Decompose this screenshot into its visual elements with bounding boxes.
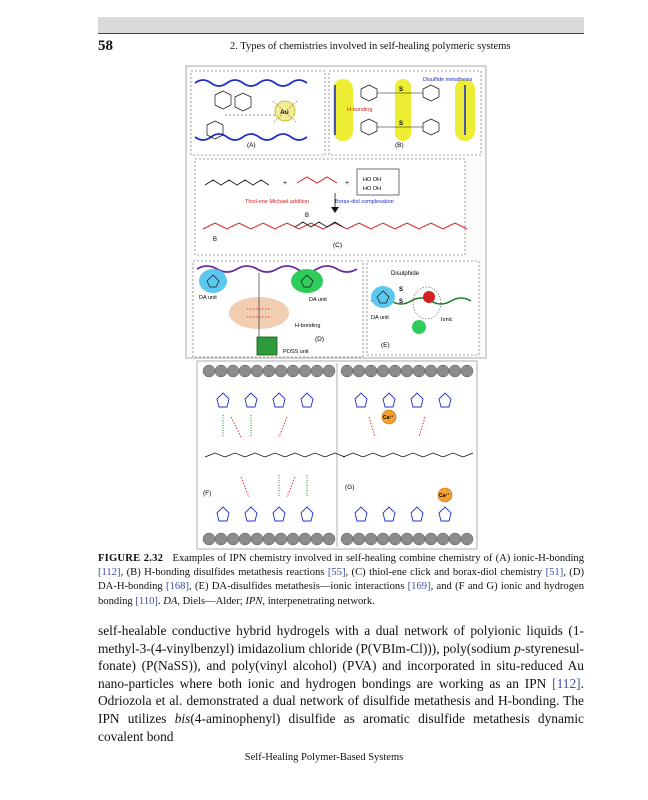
caption-text: , Diels—Alder; xyxy=(177,595,246,607)
svg-text:B: B xyxy=(305,213,310,219)
caption-abbr-da: DA xyxy=(163,595,178,607)
body-paragraph xyxy=(98,622,584,745)
panel-c-borax-label: Borax-diol complexation xyxy=(335,199,394,205)
caption-text: , (C) thiol-ene click and borax-diol chemistry xyxy=(345,567,546,579)
panel-e-da-label: DA unit xyxy=(371,315,389,321)
caption-text: , (D) DA-H-bonding xyxy=(98,567,584,593)
panel-b-hbond-label: H-bonding xyxy=(347,107,373,113)
header-rule xyxy=(98,33,584,34)
svg-text:+: + xyxy=(345,180,350,187)
svg-text:S: S xyxy=(399,121,404,127)
body-italic-p: p xyxy=(514,640,521,656)
panel-d-label: (D) xyxy=(315,336,325,343)
panel-g-ion-top: Ca²⁺ xyxy=(383,415,394,421)
body-text: . Odriozola et al. demonstrated a dual network of disulfide metathesis and H-bonding. The IPN utilizes xyxy=(98,675,584,726)
panel-g-label: (G) xyxy=(345,484,355,491)
body-text: (4-aminophenyl) disulfide as aromatic disulfide metathesis dynamic covalent bond xyxy=(98,710,584,744)
panel-d-poss-label: POSS unit xyxy=(283,349,309,355)
caption-text: . xyxy=(157,595,164,607)
header-bar xyxy=(98,17,584,33)
caption-ref-169[interactable]: [169] xyxy=(407,581,431,593)
panel-c xyxy=(195,159,467,255)
svg-text:+: + xyxy=(283,180,288,187)
caption-text: , (E) DA-disulfides metathesis—ionic interactions xyxy=(189,581,408,593)
svg-text:S: S xyxy=(399,87,404,93)
caption-text: , interpenetrating network. xyxy=(262,595,375,607)
caption-text: , and (F and G) ionic and hydrogen bonding xyxy=(98,581,585,607)
svg-text:S: S xyxy=(399,287,404,293)
panel-e xyxy=(367,261,479,355)
panel-b-disulfide-label: Disulfide metathesis xyxy=(423,77,473,83)
panel-d-hbond-label: H-bonding xyxy=(295,323,321,329)
panel-e-disulphide-label: Disulphide xyxy=(391,271,420,277)
caption-ref-110[interactable]: [110] xyxy=(135,595,158,607)
panel-c-label: (C) xyxy=(333,242,343,249)
panel-f-label: (F) xyxy=(203,490,212,497)
panel-g-ion-bottom: Ca²⁺ xyxy=(439,493,450,499)
caption-abbr-ipn: IPN xyxy=(245,595,263,607)
panel-b xyxy=(329,71,481,155)
body-italic-bis: bis xyxy=(174,710,191,726)
svg-text:Au: Au xyxy=(280,109,289,116)
figure-2-32 xyxy=(185,65,487,553)
body-text: self-healable conductive hybrid hydrogels with a dual network of polyionic liquids (1-methyl-3-(4-vinylbenzyl) imidazolium chloride (P(VBIm-Cl))), poly(sodium xyxy=(98,623,584,656)
body-text: -styrenesul-fonate) (P(NaSS)), and poly(vinyl alcohol) (PVA) and incorporated in situ-reduced Au nano-particles where both ionic and hydrogen bondings are working as an IPN xyxy=(98,640,584,691)
panel-a-label: (A) xyxy=(247,142,256,149)
panel-c-thiol-label: Thiol-ene Michael addition xyxy=(245,199,310,205)
figure-caption xyxy=(98,552,584,609)
page-number: 58 xyxy=(98,38,113,54)
svg-text:S: S xyxy=(399,299,404,305)
panel-e-label: (E) xyxy=(381,342,390,349)
panel-e-ionic-label: Ionic xyxy=(441,317,453,323)
caption-label: FIGURE 2.32 xyxy=(98,553,164,564)
caption-text: Examples of IPN chemistry involved in self-healing combine chemistry of (A) ionic-H-bonding xyxy=(172,553,585,564)
caption-ref-168[interactable]: [168] xyxy=(166,581,189,593)
footer-title: Self-Healing Polymer-Based Systems xyxy=(244,752,404,763)
panel-a xyxy=(191,71,325,155)
caption-ref-55[interactable]: [55] xyxy=(327,567,346,579)
panel-d-da-right: DA unit xyxy=(309,297,327,303)
panel-b-label: (B) xyxy=(395,142,404,149)
body-ref-112[interactable]: [112] xyxy=(552,675,581,691)
caption-ref-51[interactable]: [51] xyxy=(545,567,564,579)
svg-text:B: B xyxy=(213,237,218,243)
caption-text: , (B) H-bonding disulfides metathesis reactions xyxy=(120,567,328,579)
panel-d-da-left: DA unit xyxy=(199,295,217,301)
svg-text:HO OH: HO OH xyxy=(363,177,382,183)
running-title: 2. Types of chemistries involved in self-healing polymeric systems xyxy=(230,41,511,52)
svg-text:HO OH: HO OH xyxy=(363,186,382,192)
panel-d xyxy=(193,261,363,357)
caption-ref-112[interactable]: [112] xyxy=(98,567,121,579)
